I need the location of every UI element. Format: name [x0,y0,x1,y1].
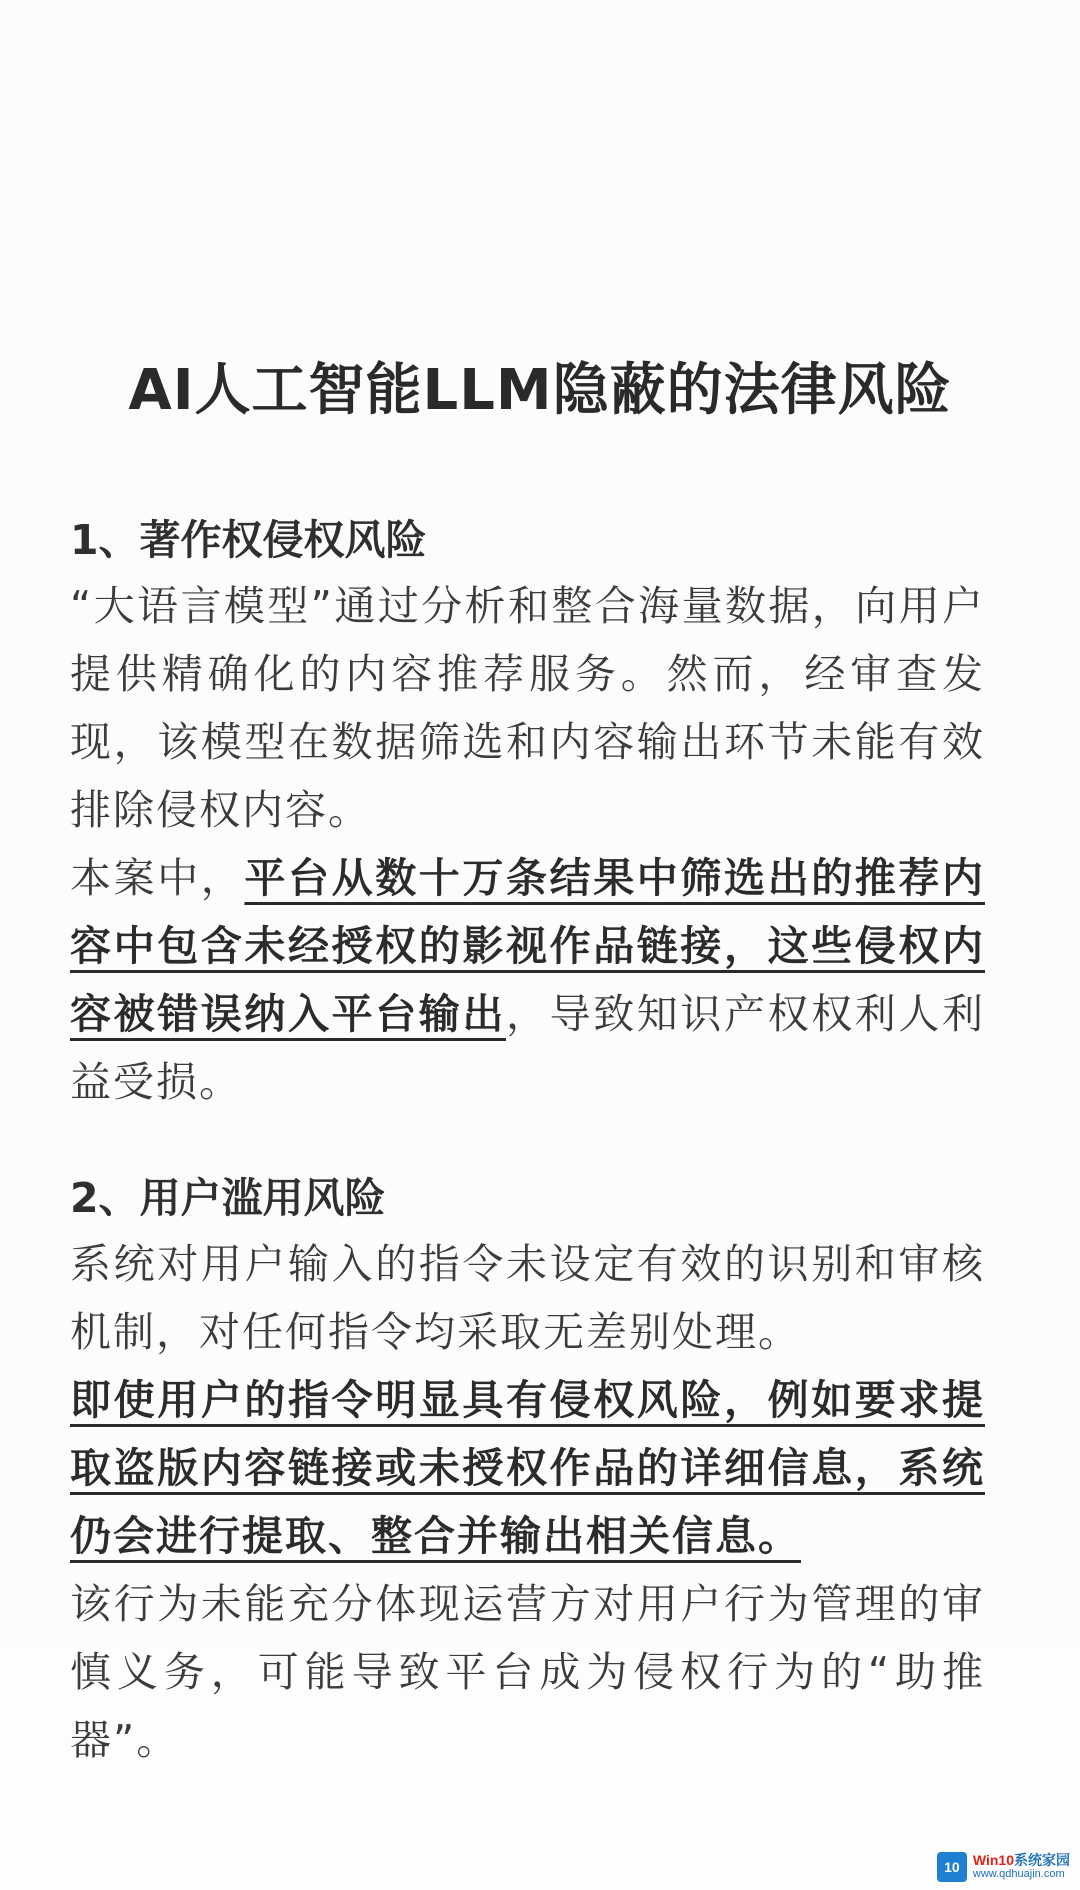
watermark-brand-rest: 系统家园 [1014,1852,1070,1868]
section-heading: 1、著作权侵权风险 [70,516,427,564]
watermark-brand-win: Win10 [972,1852,1014,1868]
watermark-url: www.qdhuajin.com [972,1868,1065,1880]
section-paragraph: “大语言模型”通过分析和整合海量数据，向用户提供精确化的内容推荐服务。然而，经审查发现，该模型在数据筛选和内容输出环节未能有效排除侵权内容。 [70,582,985,834]
section-paragraph [70,1366,985,1570]
watermark-brand [973,1853,1070,1867]
paragraph-prefix: 本案中， [70,854,245,902]
site-watermark [937,1852,1070,1882]
section-heading: 2、用户滥用风险 [70,1174,386,1222]
highlighted-text: 即使用户的指令明显具有侵权风险，例如要求提取盗版内容链接或未授权作品的详细信息，系统仍会进行提取、整合并输出相关信息。 [70,1376,985,1560]
page-title: AI人工智能LLM隐蔽的法律风险 [128,358,952,423]
paragraph-suffix: ，导致知识产权权利人利益受损。 [70,990,985,1106]
article-body [70,508,985,1824]
highlighted-text: 平台从数十万条结果中筛选出的推荐内容中包含未经授权的影视作品链接，这些侵权内容被错误纳入平台输出 [70,854,986,1038]
section-copyright-risk [70,508,985,1116]
watermark-logo-icon: 10 [937,1852,967,1882]
section-user-abuse-risk [70,1166,985,1774]
section-paragraph: 系统对用户输入的指令未设定有效的识别和审核机制，对任何指令均采取无差别处理。 [70,1240,985,1356]
watermark-text [973,1853,1070,1881]
section-paragraph: 该行为未能充分体现运营方对用户行为管理的审慎义务，可能导致平台成为侵权行为的“助推器”。 [70,1580,985,1764]
section-paragraph [70,844,985,1116]
